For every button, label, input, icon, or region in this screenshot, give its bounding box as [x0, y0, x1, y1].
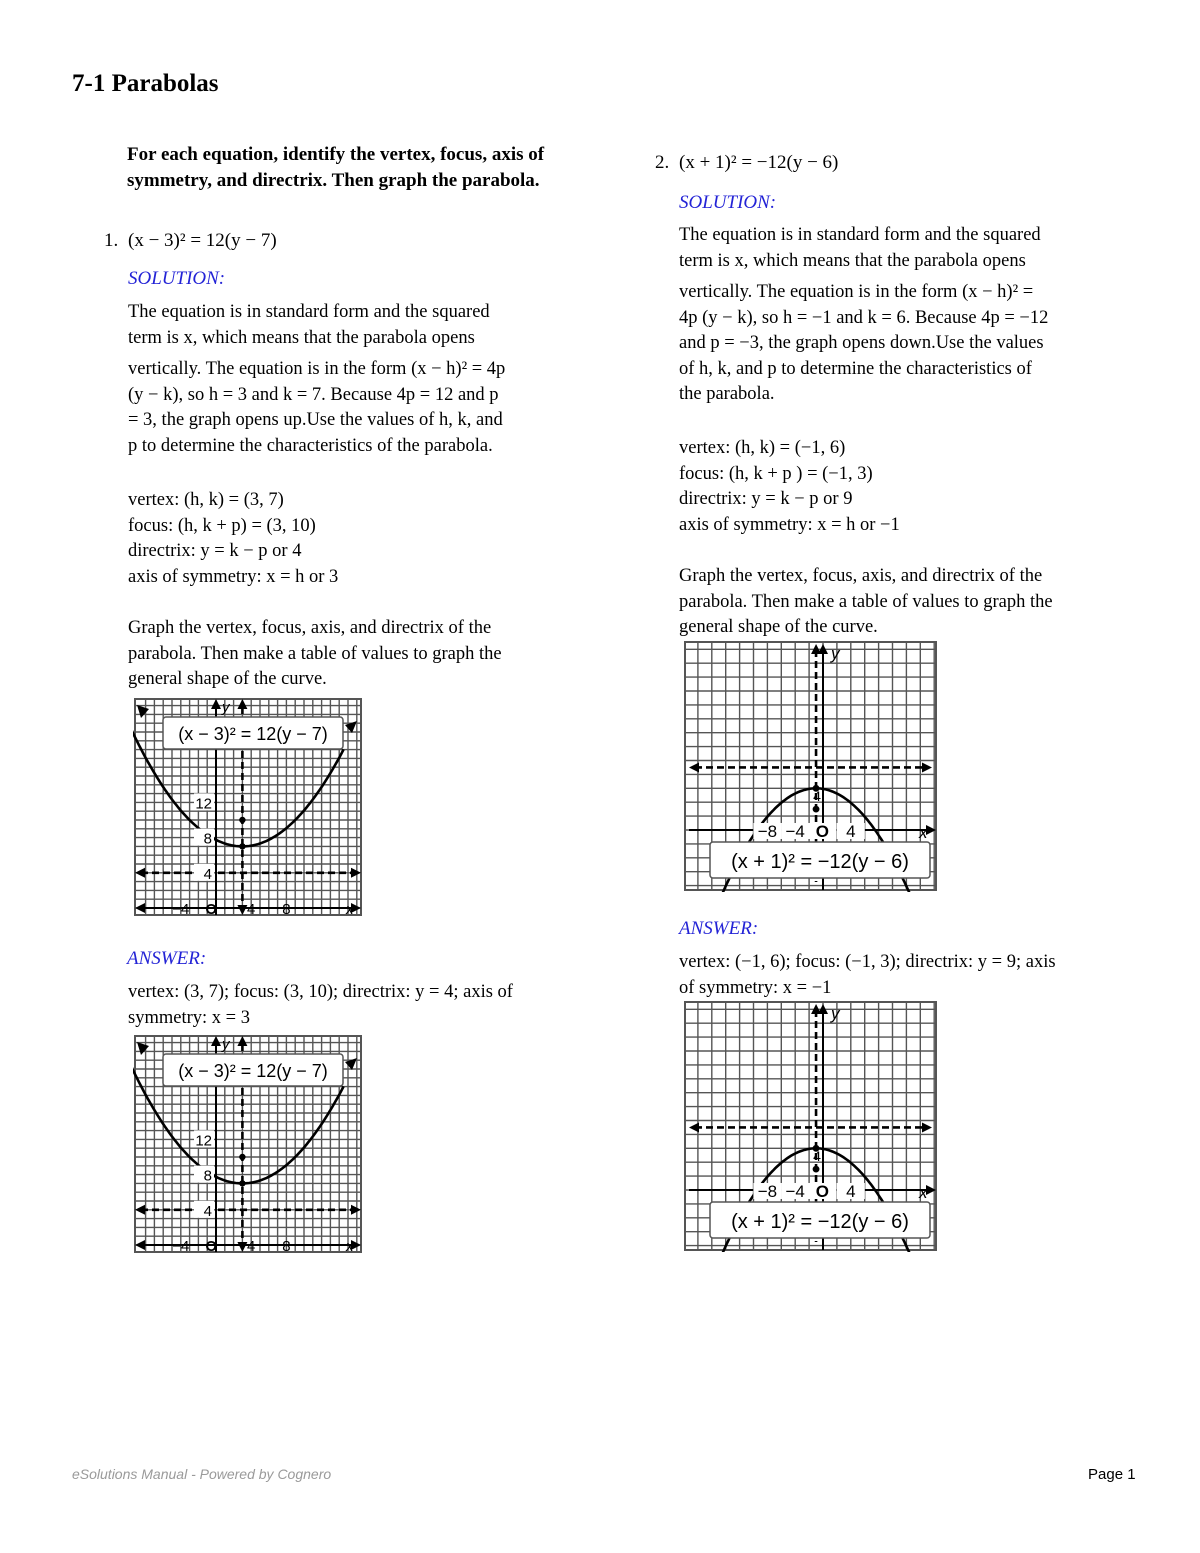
x-tick-label: −4	[785, 822, 805, 841]
x-tick-label: 4	[247, 1238, 256, 1255]
y-tick-label: 4	[203, 865, 212, 883]
footer-page-number: Page 1	[1088, 1466, 1136, 1483]
x-tick-label: 4	[247, 901, 256, 918]
x-axis-label: x	[346, 901, 354, 918]
solution-line: term is x, which means that the parabola opens	[128, 327, 475, 348]
x-tick-label: 8	[282, 901, 291, 918]
directrix-line: directrix: y = k − p or 9	[679, 489, 853, 509]
vertex-point	[239, 1180, 245, 1186]
directrix-line: directrix: y = k − p or 4	[128, 541, 302, 561]
vertex-line: vertex: (h, k) = (−1, 6)	[679, 438, 846, 458]
page-title: 7-1 Parabolas	[72, 70, 219, 97]
problem-2-solution-label: SOLUTION:	[679, 192, 777, 213]
x-tick-label: O	[815, 1182, 829, 1201]
focus-point	[813, 806, 820, 813]
problem-2-solution-text	[679, 223, 1048, 408]
graph-text-line: general shape of the curve.	[128, 669, 327, 689]
y-tick-label: 4	[813, 1148, 821, 1165]
answer-line: of symmetry: x = −1	[679, 977, 832, 998]
vertex-point	[239, 843, 245, 849]
problem-2-number: 2.	[655, 152, 670, 173]
equation-label: (x + 1)² = −12(y − 6)	[731, 1211, 909, 1233]
graph-text-line: general shape of the curve.	[679, 617, 878, 637]
x-axis-label: x	[919, 823, 928, 842]
x-axis-label: x	[346, 1238, 354, 1255]
equation-label: (x − 3)² = 12(y − 7)	[178, 1061, 328, 1081]
solution-line: The equation is in standard form and the squared	[128, 302, 490, 322]
instructions: For each equation, identify the vertex, focus, axis of symmetry, and directrix. Then graph the parabola.	[127, 144, 545, 191]
footer-source: eSolutions Manual - Powered by Cognero	[72, 1466, 332, 1482]
focus-line: focus: (h, k + p) = (3, 10)	[128, 515, 316, 536]
x-tick-label: −8	[757, 822, 778, 841]
y-tick-label: 8	[203, 830, 212, 848]
problem-1-equation: (x − 3)² = 12(y − 7)	[128, 230, 277, 251]
y-axis-label: y	[222, 699, 230, 716]
problem-2-graph-solution	[683, 640, 938, 892]
solution-line: p to determine the characteristics of the parabola.	[128, 435, 493, 456]
problem-1-solution-text	[128, 300, 505, 459]
focus-point	[239, 1154, 245, 1160]
x-axis-label: x	[919, 1183, 928, 1202]
problem-1-graph-solution	[133, 697, 363, 920]
solution-line: = 3, the graph opens up.Use the values of h, k, and	[128, 410, 503, 430]
problem-1-graph-instructions	[128, 616, 502, 693]
graph-text-line: parabola. Then make a table of values to graph the	[128, 643, 502, 664]
graph-text-line: parabola. Then make a table of values to graph the	[679, 591, 1053, 612]
solution-line: 4p (y − k), so h = −1 and k = 6. Because 4p = −12	[679, 307, 1049, 328]
focus-point	[813, 1166, 820, 1173]
x-tick-label: O	[205, 1238, 217, 1255]
x-tick-label: 4	[846, 1182, 856, 1201]
equation-label: (x − 3)² = 12(y − 7)	[178, 724, 328, 744]
answer-line: symmetry: x = 3	[128, 1007, 250, 1028]
vertex-line: vertex: (h, k) = (3, 7)	[128, 490, 284, 510]
x-tick-label: O	[205, 901, 217, 918]
problem-2-graph-answer	[683, 1000, 938, 1252]
focus-point	[239, 817, 245, 823]
problem-1-number: 1.	[104, 230, 119, 251]
focus-line: focus: (h, k + p ) = (−1, 3)	[679, 463, 873, 484]
y-axis-label: y	[831, 1004, 840, 1023]
problem-1-characteristics	[128, 488, 338, 590]
y-tick-label: 12	[195, 1132, 212, 1150]
solution-line: of h, k, and p to determine the characteristics of	[679, 358, 1032, 379]
equation-label: (x + 1)² = −12(y − 6)	[731, 851, 909, 873]
x-tick-label: 8	[282, 1238, 291, 1255]
y-tick-label: 12	[195, 795, 212, 813]
x-tick-label: −4	[172, 1238, 190, 1255]
solution-line: and p = −3, the graph opens down.Use the values	[679, 333, 1044, 353]
y-tick-label: 8	[203, 1167, 212, 1185]
solution-line: the parabola.	[679, 384, 775, 404]
x-tick-label: O	[815, 822, 829, 841]
x-tick-label: 4	[846, 822, 856, 841]
problem-2-characteristics	[679, 436, 900, 538]
graph-text-line: Graph the vertex, focus, axis, and directrix of the	[679, 566, 1043, 586]
problem-2-answer-label: ANSWER:	[679, 918, 759, 939]
solution-line: (y − k), so h = 3 and k = 7. Because 4p = 12 and p	[128, 384, 499, 405]
y-tick-label: 4	[203, 1202, 212, 1220]
graph-text-line: Graph the vertex, focus, axis, and directrix of the	[128, 618, 492, 638]
axis-line: axis of symmetry: x = h or −1	[679, 514, 900, 535]
problem-2-answer	[679, 950, 1056, 1001]
solution-line: The equation is in standard form and the squared	[679, 225, 1041, 245]
y-axis-label: y	[831, 644, 840, 663]
problem-1-graph-answer	[133, 1034, 363, 1257]
y-axis-label: y	[222, 1036, 230, 1053]
x-tick-label: −4	[172, 901, 190, 918]
problem-2-graph-instructions	[679, 564, 1053, 641]
solution-line: term is x, which means that the parabola opens	[679, 250, 1026, 271]
problem-1-solution-label: SOLUTION:	[128, 268, 226, 289]
axis-line: axis of symmetry: x = h or 3	[128, 566, 339, 587]
problem-2-equation: (x + 1)² = −12(y − 6)	[679, 152, 839, 173]
problem-1-answer-label: ANSWER:	[127, 948, 207, 969]
x-tick-label: −8	[757, 1182, 778, 1201]
solution-line: vertically. The equation is in the form (x − h)² =	[679, 282, 1034, 302]
problem-1-answer	[128, 980, 513, 1031]
answer-line: vertex: (3, 7); focus: (3, 10); directrix: y = 4; axis of	[128, 982, 513, 1002]
solution-line: vertically. The equation is in the form (x − h)² = 4p	[128, 359, 506, 379]
answer-line: vertex: (−1, 6); focus: (−1, 3); directrix: y = 9; axis	[679, 952, 1056, 972]
x-tick-label: −4	[785, 1182, 805, 1201]
y-tick-label: 4	[813, 788, 821, 805]
